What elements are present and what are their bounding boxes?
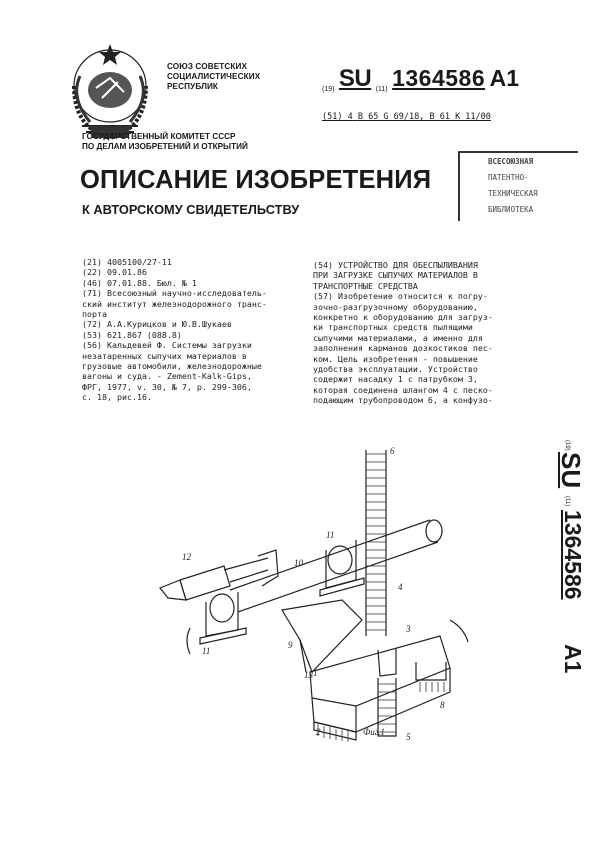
ussr-emblem-icon <box>60 38 160 146</box>
document-title: ОПИСАНИЕ ИЗОБРЕТЕНИЯ <box>80 166 432 194</box>
code-11: (11) <box>375 86 388 93</box>
abstract-line: зочно-разгрузочному оборудованию, <box>313 301 478 312</box>
org-line: СОЮЗ СОВЕТСКИХ <box>167 62 248 71</box>
org-line: РЕСПУБЛИК <box>167 82 219 91</box>
biblio-line: (72) А.А.Курицков и Ю.В.Шукаев <box>82 319 232 330</box>
biblio-line: (21) 4005100/27-11 <box>82 257 172 267</box>
document-subtitle: К АВТОРСКОМУ СВИДЕТЕЛЬСТВУ <box>82 202 300 217</box>
biblio-line: (56) Кальдевей Ф. Системы загрузки <box>82 340 252 351</box>
stamp-line: ВСЕСОЮЗНАЯ <box>488 157 534 166</box>
drawing-label: 11 <box>326 530 335 540</box>
abstract-line: содержит насадку 1 с патрубком 3, <box>313 374 478 385</box>
drawing-label: 11 <box>202 646 211 656</box>
biblio-line: (71) Всесоюзный научно-исследователь- <box>82 288 267 299</box>
biblio-line: с. 18, рис.16. <box>82 392 152 403</box>
abstract-line: конкретно к оборудованию для загруз- <box>313 312 493 323</box>
stamp-line: БИБЛИОТЕКА <box>488 205 534 214</box>
code-19: (19) <box>322 86 335 93</box>
abstract-line: ки транспортных средств пылящими <box>313 322 473 333</box>
drawing-label: 4 <box>398 582 403 592</box>
biblio-line: незатаренных сыпучих материалов в <box>82 350 247 361</box>
side-number: 1364586 <box>560 510 586 600</box>
code-51: (51) 4 <box>322 112 353 122</box>
drawing-label: 6 <box>390 446 395 456</box>
patent-number-block <box>322 65 519 93</box>
abstract-line: сыпучими материалами, а именно для <box>313 332 483 343</box>
drawing-label: 13 <box>304 670 313 680</box>
kind-code: A1 <box>489 65 519 91</box>
patent-number: 1364586 <box>392 65 486 91</box>
drawing-label: 12 <box>182 552 191 562</box>
biblio-line: (46) 07.01.88. Бюл. № 1 <box>82 277 197 288</box>
abstract-line: которая соединена шлангом 4 с песко- <box>313 384 493 395</box>
drawing-label: 2 <box>316 727 321 737</box>
biblio-line: грузовые автомобили, железнодорожные <box>82 361 262 372</box>
ipc-classification <box>322 112 491 122</box>
ipc-codes: В 65 G 69/18, В 61 К 11/00 <box>357 112 491 122</box>
abstract-line: ТРАНСПОРТНЫЕ СРЕДСТВА <box>313 280 418 291</box>
side-patent-label <box>548 440 588 700</box>
drawing-label: 9 <box>288 640 293 650</box>
figure-caption: Фиг.1 <box>363 727 385 737</box>
drawing-label: 3 <box>406 624 411 634</box>
committee-line: ПО ДЕЛАМ ИЗОБРЕТЕНИЙ И ОТКРЫТИЙ <box>82 142 248 151</box>
biblio-line: ский институт железнодорожного транс- <box>82 298 267 309</box>
side-code-19: (19) <box>564 440 570 451</box>
biblio-line: ФРГ, 1977, v. 30, № 7, р. 299-306, <box>82 381 252 392</box>
abstract-line: заполнения карманов дозкостиков пес- <box>313 343 493 354</box>
stamp-line: ТЕХНИЧЕСКАЯ <box>488 189 538 198</box>
drawing-label: 10 <box>294 558 303 568</box>
abstract-line: (54) УСТРОЙСТВО ДЛЯ ОБЕСПЫЛИВАНИЯ <box>313 260 478 270</box>
abstract-line: (57) Изобретение относится к погру- <box>313 291 488 302</box>
drawing-label: 5 <box>406 732 411 742</box>
library-stamp <box>458 151 578 221</box>
org-line: СОЦИАЛИСТИЧЕСКИХ <box>167 72 261 81</box>
abstract-text <box>313 260 563 406</box>
committee-name <box>82 132 248 152</box>
side-kind: A1 <box>560 644 586 674</box>
country-name <box>167 62 260 92</box>
biblio-line: порта <box>82 309 107 320</box>
biblio-line: (22) 09.01.86 <box>82 267 147 278</box>
abstract-line: ком. Цель изобретения - повышение <box>313 353 478 364</box>
country-code: SU <box>338 65 372 92</box>
technical-drawing <box>150 440 480 745</box>
abstract-line: ПРИ ЗАГРУЗКЕ СЫПУЧИХ МАТЕРИАЛОВ В <box>313 270 478 281</box>
committee-line: ГОСУДАРСТВЕННЫЙ КОМИТЕТ СССР <box>82 132 236 141</box>
abstract-line: подающим трубопроводом 6, а конфузо- <box>313 395 493 406</box>
biblio-line: вагоны и суда. - Zement-Kalk-Gips, <box>82 371 252 382</box>
drawing-label: 1 <box>313 668 318 678</box>
bibliographic-data <box>82 257 302 403</box>
side-country: SU <box>556 452 586 489</box>
abstract-line: удобства эксплуатации. Устройство <box>313 364 478 375</box>
stamp-line: ПАТЕНТНО- <box>488 173 529 182</box>
biblio-line: (53) 621.867 (088.8) <box>82 329 182 340</box>
side-code-11: (11) <box>564 496 570 507</box>
drawing-label: 8 <box>440 700 445 710</box>
